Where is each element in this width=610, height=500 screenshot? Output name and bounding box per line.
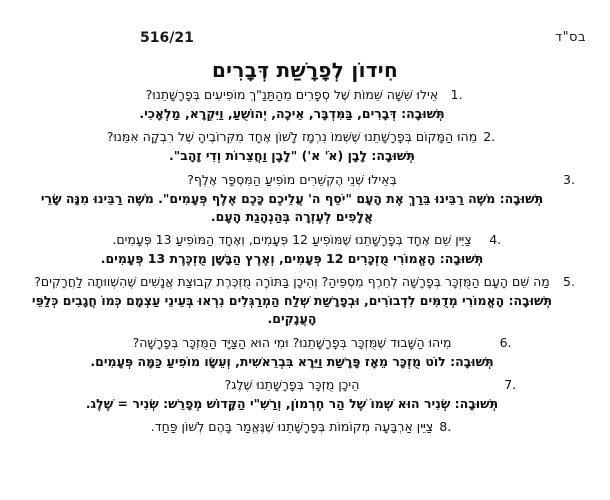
item-question: מֵהוּ הַמָּקוֹם בְּפָרָשָׁתֵנוּ שֶׁשְּׁמוֹ נִרְמָז לָשׁוֹן אֶחָד מִקִּרוֹבֶיהָ שֶׁל רִבְקָה אִמֵּנוּ? [106,129,478,145]
item-question: אֵילוּ שִׁשָּׁה שֵׁמוֹת שֶׁל סְפָרִים מֵהַתַּנַ"ךְ מוֹפִיעִים בְּפָרָשָׁתֵנוּ? [145,87,439,102]
item-number: 1. [450,87,463,102]
item-question: צַיֵּין אַרְבָּעָה מְקוֹמוֹת בְּפָרָשָׁתֵנוּ שֶׁנֶּאֱמַר בָּהֶם לְשׁוֹן פַּחַד. [150,419,434,434]
quiz-list [22,86,588,441]
list-item [22,128,588,165]
page-title: חִידוֹן לְפָרָשַׁת דְּבָרִים [211,58,399,82]
item-answer: תְּשׁוּבָה: שְׂנִיר הוּא שְׁמוֹ שֶׁל הַר חֶרְמוֹן, וְרַשִׁ"י הַקָּדוֹשׁ מְפָרֵשׁ: שְׂנִיר = שֶׁלֶג. [85,395,499,411]
item-answer: תְּשׁוּבָה: לָבָן (אֹ' א') "לָבָן וַחֲצֵרוֹת וְדִי זָהָב". [169,148,415,164]
item-answer: תְּשׁוּבָה: דְּבָרִים, בַּמִּדְבָּר, אֵיכָה, יְהוֹשֻׁעַ, וַיִּקְרָא, מַלְאָכִי. [139,106,445,122]
document-header [0,30,610,50]
item-number: 6. [499,334,512,350]
list-item [22,273,588,328]
list-item [22,231,588,268]
list-item [22,171,588,226]
item-question: מַה שֵׁם הָעָם הַמֻּזְכָּר בְּפָרָשָׁה לְחֵרֶף מִסְפֵּיהַ? וְהֵיכָן בַּתּוֹרָה מֻזְכֶּרֶת קְבוּצַת אֲנָשִׁים שֶׁהִשְׁווּתָה לַחֲרָקִים? [34,274,550,290]
item-number: 3. [563,171,575,187]
list-item [22,376,588,413]
item-number: 8. [439,419,452,434]
item-number: 5. [563,274,575,290]
item-question: הֵיכָן מֻזְכָּר בְּפָרָשָׁתֵנוּ שֶׁלֶג? [224,376,360,392]
list-item [22,86,588,123]
item-answer: תְּשׁוּבָה: הָאֱמוֹרִי מֻזְכָּרִים 12 פְּעָמִים, וְאֶרֶץ הַבָּשָׁן מֻזְכֶּרֶת 13 פְּעָמִים. [100,251,484,266]
item-number: 4. [489,231,502,247]
page-code: 516/21 [140,30,194,46]
item-question: מִיהוּ הַשָּׁבוּד שֶׁמֻּזְכָּר בְּפָרָשָׁתֵנוּ? וּמִי הוּא הַצַּיָּד הַמֻּזְכָּר בְּפָרָשָׁה? [132,334,452,350]
top-margin [0,0,610,18]
bsd-mark: בס"ד [554,30,586,45]
item-number: 7. [504,376,517,392]
item-number: 2. [483,129,496,145]
list-item [22,334,588,371]
item-answer: תְּשׁוּבָה: לוֹט מֻזְכָּר מֵאָז פָּרָשַׁת וַיֵּרָא בִּבְרֵאשִׁית, וְעֵשָׂו מוֹפִיעַ כַּמָּה פְּעָמִים. [90,353,494,369]
item-answer: תְּשׁוּבָה: מֹשֶׁה רַבֵּינוּ בֵּרַךְ אֶת הָעָם "יֹסֵף ה' עֲלֵיכֶם כָּכֶם אֶלֶף פְּעָמִים". מֹשֶׁה רַבֵּינוּ מִנָּה שָׂרֵי אֲלָפִים לְעֶזְרָה בְּהַנְהָגַת הָעָם. [40,190,544,224]
list-item [22,418,588,436]
item-answer: תְּשׁוּבָה: הָאֱמוֹרִי מְדֻמִּים לִדְבוֹרִים, וּבְפָרָשַׁת שְׁלַח הַמְרַגְּלִים נִרְאוּ בְּעֵינֵי עַצְמָם כְּמוֹ חֲגָבִים כְּלַפֵּי הָעֲנָקִים. [31,293,553,327]
item-question: בְּאֵילוּ שְׁנֵי הֶקְשֵׁרִים מוֹפִיעַ הַמִּסְפָּר אֶלֶף? [187,171,397,187]
item-question: צַיֵּין שֵׁם אֶחָד בְּפָרָשָׁתֵנוּ שֶׁמּוֹפִיעַ 12 פְּעָמִים, וְאֶחָד הַמּוֹפִיעַ 13 פְּעָמִים. [112,231,472,247]
